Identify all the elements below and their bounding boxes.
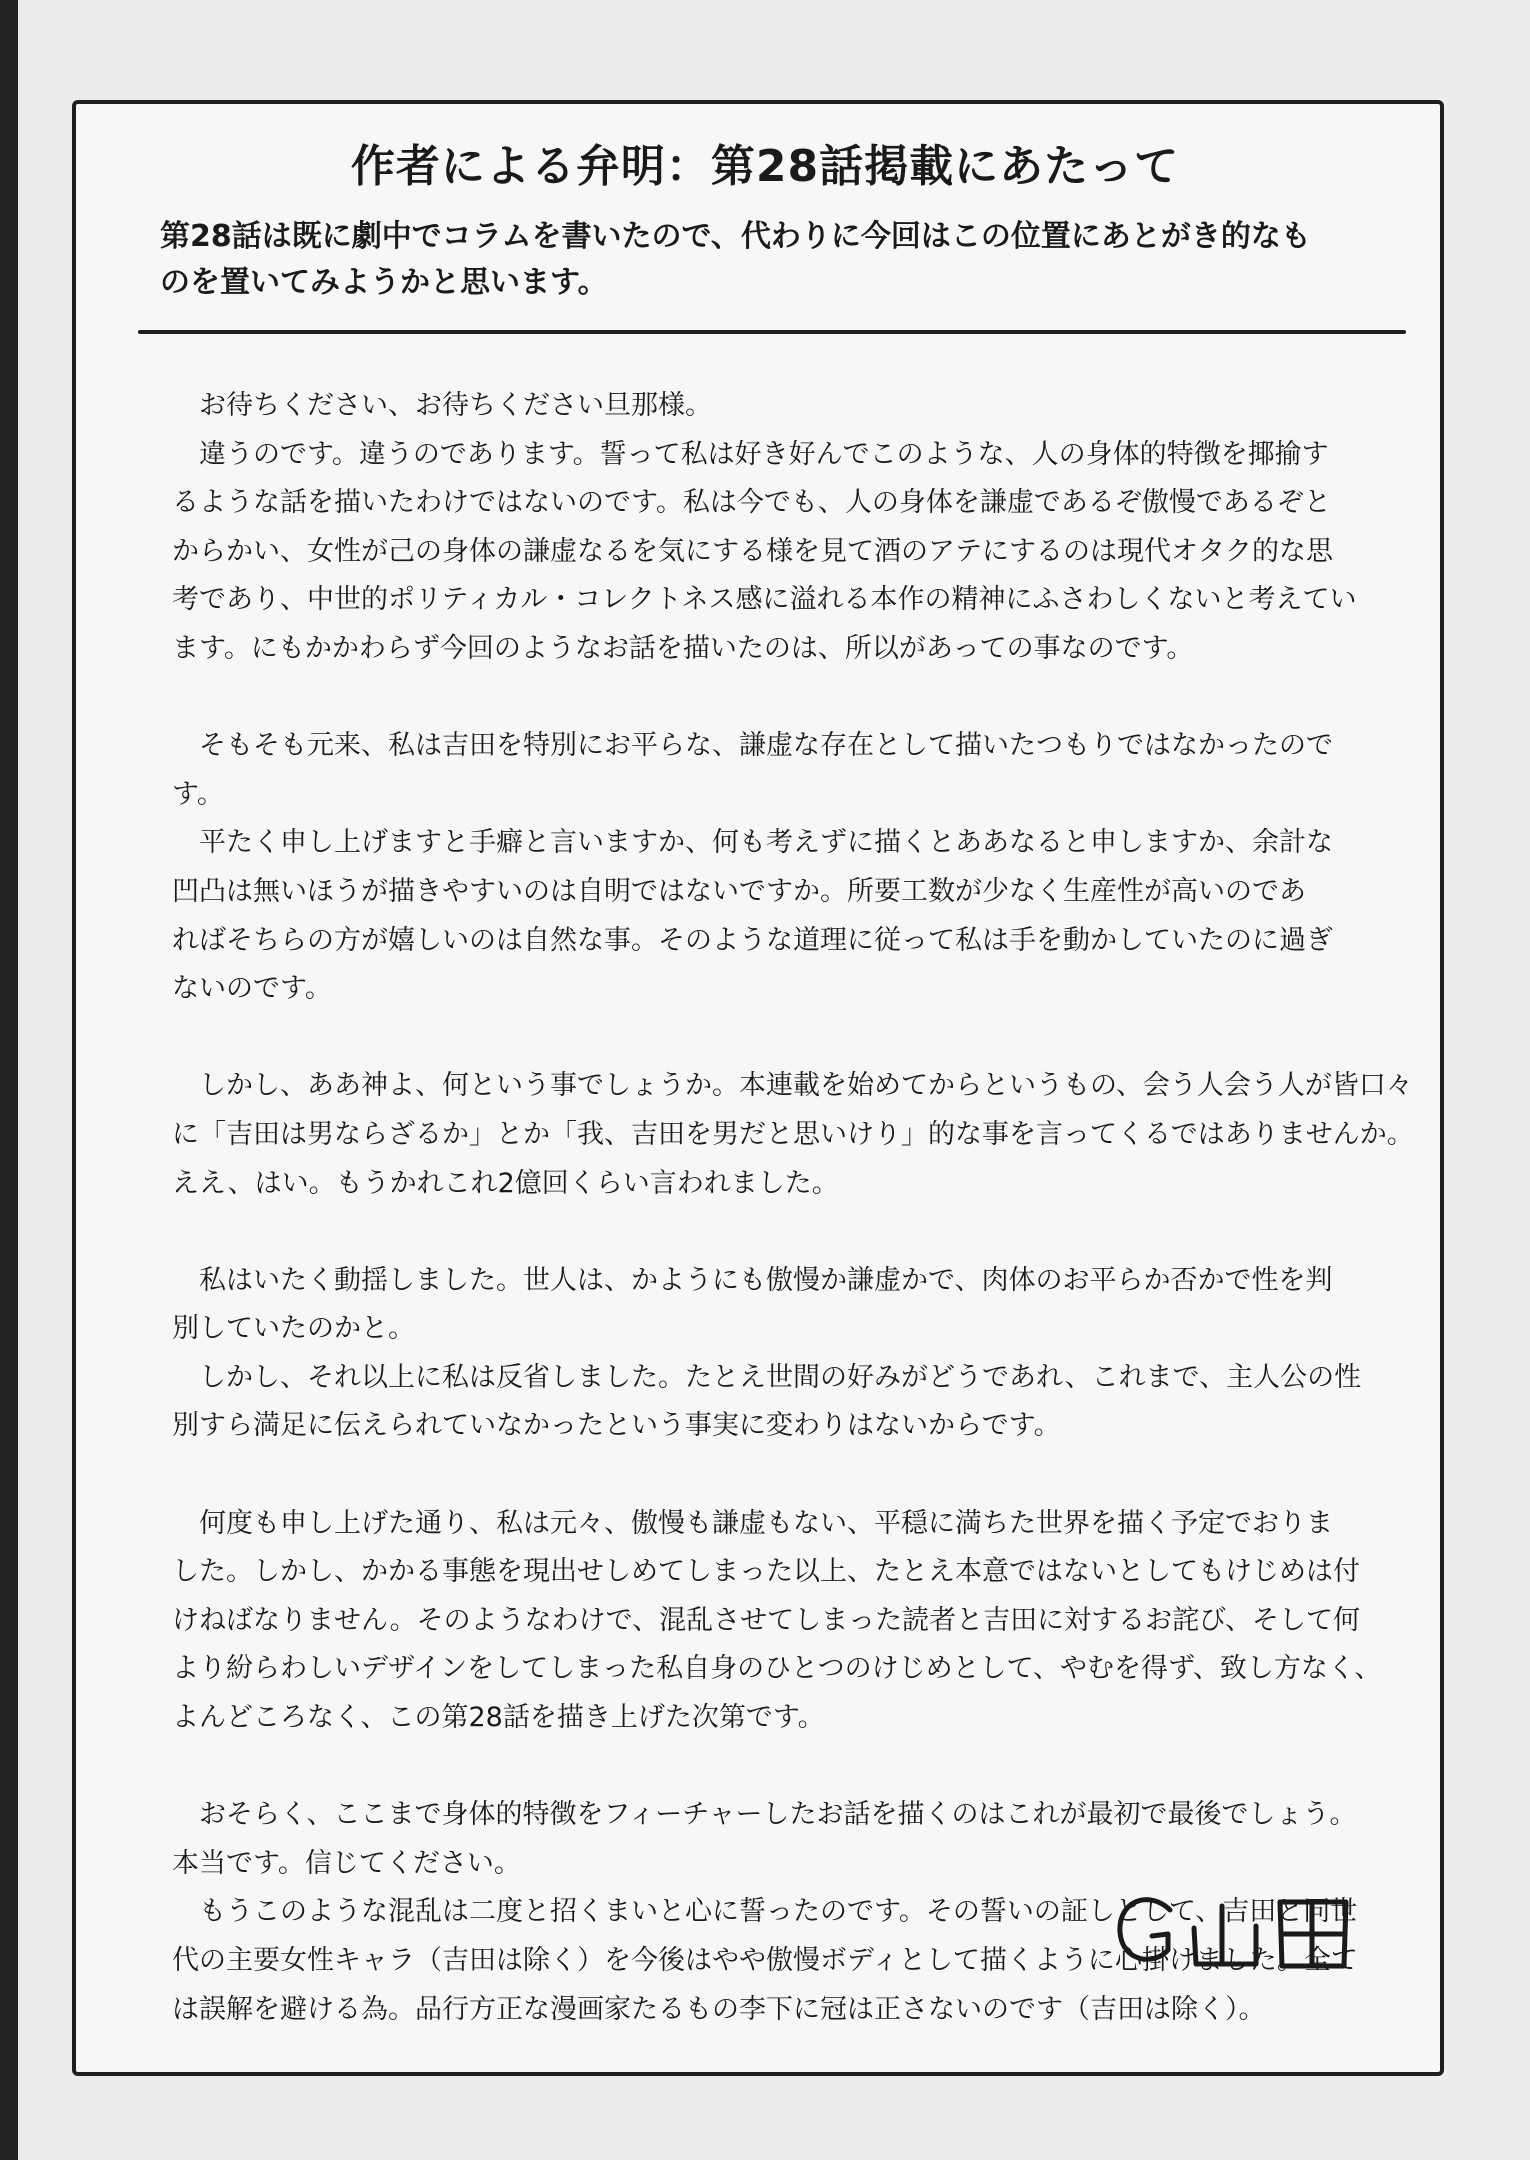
- paragraph: [172, 1500, 1382, 1743]
- page-edge: [0, 0, 18, 2160]
- text-line: は誤解を避ける為。品行方正な漫画家たるもの李下に冠は正さないのです（吉田は除く）。: [172, 1993, 1266, 2025]
- text-line: ええ、はい。もうかれこれ2億回くらい言われました。: [172, 1167, 839, 1199]
- text-line: おそらく、ここまで身体的特徴をフィーチャーしたお話を描くのはこれが最初で最後でしょう。: [172, 1799, 1357, 1831]
- text-line: 代の主要女性キャラ（吉田は除く）を今後はやや傲慢ボディとして描くように心掛けました。全て: [172, 1945, 1358, 1976]
- text-line: 何度も申し上げた通り、私は元々、傲慢も謙虚もない、平穏に満ちた世界を描く予定でおりま: [172, 1507, 1333, 1539]
- paragraph: [172, 382, 1372, 674]
- text-line: しかし、それ以上に私は反省しました。たとえ世間の好みがどうであれ、これまで、主人公の性: [172, 1361, 1362, 1393]
- text-line: るような話を描いたわけではないのです。私は今でも、人の身体を謙虚であるぞ傲慢であるぞと: [172, 487, 1331, 519]
- text-line: ます。にもかかわらず今回のようなお話を描いたのは、所以があっての事なのです。: [172, 632, 1194, 664]
- text-line: 別していたのかと。: [172, 1313, 415, 1345]
- text-line: しかし、ああ神よ、何という事でしょうか。本連載を始めてからというもの、会う人会う人が皆口々: [172, 1070, 1413, 1102]
- paragraph: [172, 1257, 1372, 1451]
- text-line: 考であり、中世的ポリティカル・コレクトネス感に溢れる本作の精神にふさわしくないと考えてい: [172, 584, 1357, 616]
- text-line: からかい、女性が己の身体の謙虚なるを気にする様を見て酒のアテにするのは現代オタク的な思: [172, 535, 1333, 567]
- text-line: 別すら満足に伝えられていなかったという事実に変わりはないからです。: [172, 1410, 1061, 1442]
- text-line: ればそちらの方が嬉しいのは自然な事。そのような道理に従って私は手を動かしていたのに過ぎ: [172, 924, 1333, 956]
- text-line: けねばなりません。そのようなわけで、混乱させてしまった読者と吉田に対するお詫び、そして何: [172, 1604, 1360, 1636]
- intro-line: 第28話は既に劇中でコラムを書いたので、代わりに今回はこの位置にあとがき的なも: [160, 219, 1311, 254]
- text-line: 凹凸は無いほうが描きやすいのは自明ではないですか。所要工数が少なく生産性が高いのであ: [172, 875, 1306, 907]
- text-line: そもそも元来、私は吉田を特別にお平らな、謙虚な存在として描いたつもりではなかったので: [172, 730, 1333, 762]
- paragraph: [172, 722, 1372, 1014]
- text-line: 平たく申し上げますと手癖と言いますか、何も考えずに描くとああなると申しますか、余計な: [172, 827, 1333, 859]
- text-line: 違うのです。違うのであります。誓って私は好き好んでこのような、人の身体的特徴を揶揄す: [172, 438, 1329, 470]
- text-line: に「吉田は男ならざるか」とか「我、吉田を男だと思いけり」的な事を言ってくるではありませんか。: [172, 1118, 1414, 1150]
- text-line: ないのです。: [172, 973, 332, 1005]
- text-line: 私はいたく動揺しました。世人は、かようにも傲慢か謙虚かで、肉体のお平らか否かで性を判: [172, 1264, 1333, 1296]
- text-line: よんどころなく、この第28話を描き上げた次第です。: [172, 1702, 825, 1734]
- text-line: より紛らわしいデザインをしてしまった私自身のひとつのけじめとして、やむを得ず、致し方なく、: [172, 1653, 1382, 1685]
- text-line: もうこのような混乱は二度と招くまいと心に誓ったのです。その誓いの証しとして、吉田と同世: [172, 1896, 1358, 1928]
- signature: [1110, 1880, 1390, 1980]
- body-text: [172, 382, 1414, 2083]
- divider-line: [138, 330, 1406, 334]
- text-line: す。: [172, 778, 224, 810]
- text-line: お待ちください、お待ちください旦那様。: [172, 390, 712, 421]
- intro-line: のを置いてみようかと思います。: [160, 265, 608, 300]
- text-line: 本当です。信じてください。: [172, 1847, 521, 1879]
- page-title: 作者による弁明：第28話掲載にあたって: [350, 141, 1180, 192]
- text-line: した。しかし、かかる事態を現出せしめてしまった以上、たとえ本意ではないとしてもけじめは付: [172, 1556, 1360, 1588]
- paragraph: [172, 1062, 1414, 1208]
- intro-text: [160, 214, 1400, 306]
